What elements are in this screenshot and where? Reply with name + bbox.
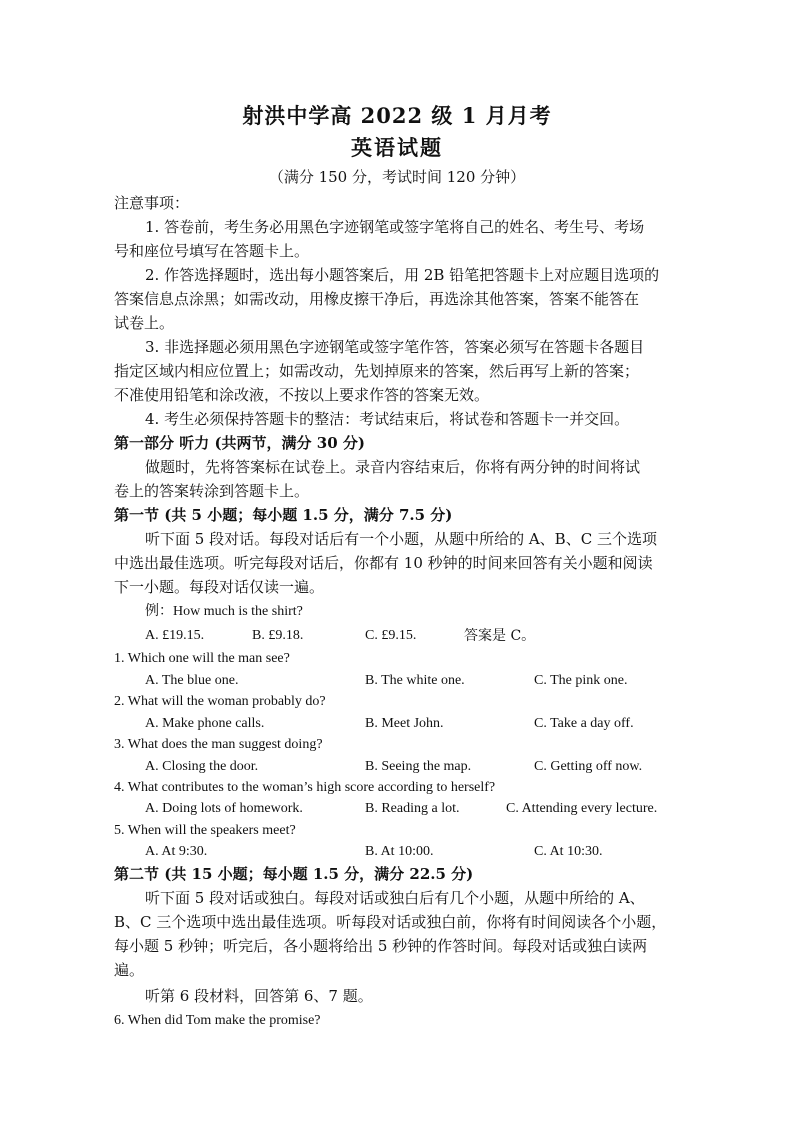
- note-2-line-1: 2. 作答选择题时，选出每小题答案后，用 2B 铅笔把答题卡上对应题目选项的: [145, 266, 660, 284]
- q1-option-b: B. The white one.: [365, 673, 465, 688]
- q3-option-c: C. Getting off now.: [534, 759, 643, 774]
- q4-option-c: C. Attending every lecture.: [506, 801, 658, 816]
- section1-intro-line-1: 听下面 5 段对话。每段对话后有一个小题，从题中所给的 A、B、C 三个选项: [145, 530, 657, 548]
- material-6-instruction: 听第 6 段材料，回答第 6、7 题。: [145, 987, 373, 1005]
- section2-heading: 第二节 (共 15 小题；每小题 1.5 分，满分 22.5 分): [114, 865, 474, 883]
- note-3-line-2: 指定区域内相应位置上；如需改动，先划掉原来的答案，然后再写上新的答案；: [114, 362, 640, 380]
- section2-intro-line-2: B、C 三个选项中选出最佳选项。听每段对话或独白前，你将有时间阅读各个小题，: [114, 913, 667, 931]
- q1-option-c: C. The pink one.: [534, 673, 628, 688]
- q3-option-b: B. Seeing the map.: [365, 759, 472, 774]
- q4-option-a: A. Doing lots of homework.: [145, 801, 303, 816]
- q2-option-b: B. Meet John.: [365, 716, 444, 731]
- note-3-line-1: 3. 非选择题必须用黑色字迹钢笔或签字笔作答，答案必须写在答题卡各题目: [145, 338, 645, 356]
- question-3: 3. What does the man suggest doing?: [114, 737, 323, 752]
- note-2-line-3: 试卷上。: [114, 314, 175, 332]
- example-question: 例：How much is the shirt?: [145, 604, 303, 619]
- exam-subject-title: 英语试题: [351, 135, 443, 160]
- section2-intro-line-4: 遍。: [114, 961, 145, 979]
- example-option-c: C. £9.15.: [365, 628, 417, 643]
- section1-heading: 第一节 (共 5 小题；每小题 1.5 分，满分 7.5 分): [114, 506, 453, 524]
- question-6: 6. When did Tom make the promise?: [114, 1013, 321, 1028]
- example-option-a: A. £19.15.: [145, 628, 205, 643]
- exam-score-time: （满分 150 分，考试时间 120 分钟）: [268, 168, 526, 186]
- q2-option-c: C. Take a day off.: [534, 716, 634, 731]
- q3-option-a: A. Closing the door.: [145, 759, 259, 774]
- q2-option-a: A. Make phone calls.: [145, 716, 265, 731]
- notes-heading: 注意事项：: [114, 194, 190, 212]
- exam-title: 射洪中学高 2022 级 1 月月考: [242, 103, 552, 128]
- q4-option-b: B. Reading a lot.: [365, 801, 460, 816]
- section2-intro-line-3: 每小题 5 秒钟；听完后，各小题将给出 5 秒钟的作答时间。每段对话或独白读两: [114, 937, 648, 955]
- part1-intro-line-1: 做题时，先将答案标在试卷上。录音内容结束后，你将有两分钟的时间将试: [145, 458, 641, 476]
- note-4: 4. 考生必须保持答题卡的整洁：考试结束后，将试卷和答题卡一并交回。: [145, 410, 630, 428]
- section2-intro-line-1: 听下面 5 段对话或独白。每段对话或独白后有几个小题，从题中所给的 A、: [145, 889, 645, 907]
- question-4: 4. What contributes to the woman’s high score according to herself?: [114, 780, 496, 795]
- q5-option-c: C. At 10:30.: [534, 844, 603, 859]
- question-1: 1. Which one will the man see?: [114, 651, 290, 666]
- example-option-b: B. £9.18.: [252, 628, 304, 643]
- part1-heading: 第一部分 听力 (共两节，满分 30 分): [114, 434, 365, 452]
- section1-intro-line-2: 中选出最佳选项。听完每段对话后，你都有 10 秒钟的时间来回答有关小题和阅读: [114, 554, 653, 572]
- example-answer: 答案是 C。: [464, 628, 536, 644]
- note-3-line-3: 不准使用铅笔和涂改液，不按以上要求作答的答案无效。: [114, 386, 490, 404]
- section1-intro-line-3: 下一小题。每段对话仅读一遍。: [114, 578, 325, 596]
- q1-option-a: A. The blue one.: [145, 673, 239, 688]
- q5-option-b: B. At 10:00.: [365, 844, 434, 859]
- question-2: 2. What will the woman probably do?: [114, 694, 326, 709]
- note-2-line-2: 答案信息点涂黑；如需改动，用橡皮擦干净后，再选涂其他答案，答案不能答在: [114, 290, 640, 308]
- note-1-line-2: 号和座位号填写在答题卡上。: [114, 242, 310, 260]
- q5-option-a: A. At 9:30.: [145, 844, 208, 859]
- question-5: 5. When will the speakers meet?: [114, 823, 296, 838]
- note-1-line-1: 1. 答卷前，考生务必用黑色字迹钢笔或签字笔将自己的姓名、考生号、考场: [145, 218, 645, 236]
- part1-intro-line-2: 卷上的答案转涂到答题卡上。: [114, 482, 310, 500]
